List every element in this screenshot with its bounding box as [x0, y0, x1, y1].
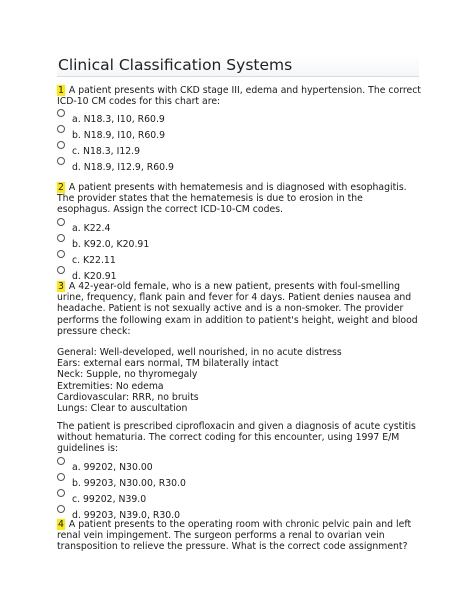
- question-2: [57, 182, 427, 216]
- option-label: a. K22.4: [72, 223, 111, 234]
- option-label: d. 99203, N39.0, R30.0: [72, 510, 181, 521]
- radio-button[interactable]: [57, 218, 65, 226]
- radio-button[interactable]: [57, 266, 65, 274]
- question-text-line: A patient presents to the operating room with chronic pelvic pain and left: [65, 519, 412, 530]
- question-text-line: performs the following exam in addition to patient's height, weight and blood: [57, 314, 418, 326]
- exam-line: Cardiovascular: RRR, no bruits: [57, 391, 199, 403]
- exam-findings: [57, 347, 427, 414]
- page-title: Clinical Classification Systems: [57, 55, 419, 77]
- question-text-line: renal vein impingement. The surgeon performs a renal to ovarian vein: [57, 530, 385, 542]
- followup-line: without hematuria. The correct coding for this encounter, using 1997 E/M: [57, 432, 400, 444]
- question-text-line: ICD-10 CM codes for this chart are:: [57, 96, 221, 108]
- option-label: c. N18.3, I12.9: [72, 146, 141, 157]
- question-text-line: The provider states that the hematemesis is due to erosion in the: [57, 193, 363, 205]
- radio-button[interactable]: [57, 489, 65, 497]
- question-text-line: urine, frequency, flank pain and fever for 4 days. Patient denies nausea and: [57, 292, 412, 304]
- radio-button[interactable]: [57, 473, 65, 481]
- question-text-line: transposition to relieve the pressure. What is the correct code assignment?: [57, 541, 408, 553]
- radio-button[interactable]: [57, 157, 65, 165]
- question-number: 2: [58, 182, 64, 193]
- radio-button[interactable]: [57, 250, 65, 258]
- option-label: d. N18.9, I12.9, R60.9: [72, 162, 174, 173]
- question-number: 3: [58, 281, 64, 292]
- question-3: [57, 281, 427, 337]
- question-text-line: headache. Patient is not sexually active and is a non-smoker. The provider: [57, 303, 404, 315]
- option-label: d. K20.91: [72, 271, 117, 282]
- option-label: c. K22.11: [72, 255, 116, 266]
- question-number: 4: [58, 519, 64, 530]
- question-3-followup: [57, 421, 427, 455]
- radio-button[interactable]: [57, 109, 65, 117]
- followup-line: The patient is prescribed ciprofloxacin and given a diagnosis of acute cystitis: [57, 421, 416, 432]
- radio-button[interactable]: [57, 234, 65, 242]
- exam-line: Lungs: Clear to auscultation: [57, 403, 188, 415]
- exam-line: General: Well-developed, well nourished, in no acute distress: [57, 347, 342, 358]
- exam-line: Extremities: No edema: [57, 380, 164, 392]
- option-label: a. N18.3, I10, R60.9: [72, 114, 165, 125]
- option-label: b. 99203, N30.00, R30.0: [72, 478, 186, 489]
- radio-button[interactable]: [57, 125, 65, 133]
- question-text-line: A 42-year-old female, who is a new patient, presents with foul-smelling: [65, 281, 401, 292]
- question-text-line: esophagus. Assign the correct ICD-10-CM codes.: [57, 204, 284, 216]
- question-text-line: pressure check:: [57, 325, 131, 337]
- followup-line: guidelines is:: [57, 443, 119, 455]
- option-label: a. 99202, N30.00: [72, 462, 153, 473]
- radio-button[interactable]: [57, 457, 65, 465]
- exam-line: Neck: Supple, no thyromegaly: [57, 369, 198, 381]
- exam-line: Ears: external ears normal, TM bilaterally intact: [57, 358, 279, 370]
- question-4: [57, 519, 427, 553]
- question-number: 1: [58, 85, 64, 96]
- option-label: b. N18.9, I10, R60.9: [72, 130, 166, 141]
- radio-button[interactable]: [57, 141, 65, 149]
- option-label: b. K92.0, K20.91: [72, 239, 150, 250]
- question-1: [57, 85, 427, 107]
- radio-button[interactable]: [57, 505, 65, 513]
- question-text-line: A patient presents with hematemesis and is diagnosed with esophagitis.: [65, 182, 407, 193]
- question-text-line: A patient presents with CKD stage III, edema and hypertension. The correct: [65, 85, 421, 96]
- option-label: c. 99202, N39.0: [72, 494, 147, 505]
